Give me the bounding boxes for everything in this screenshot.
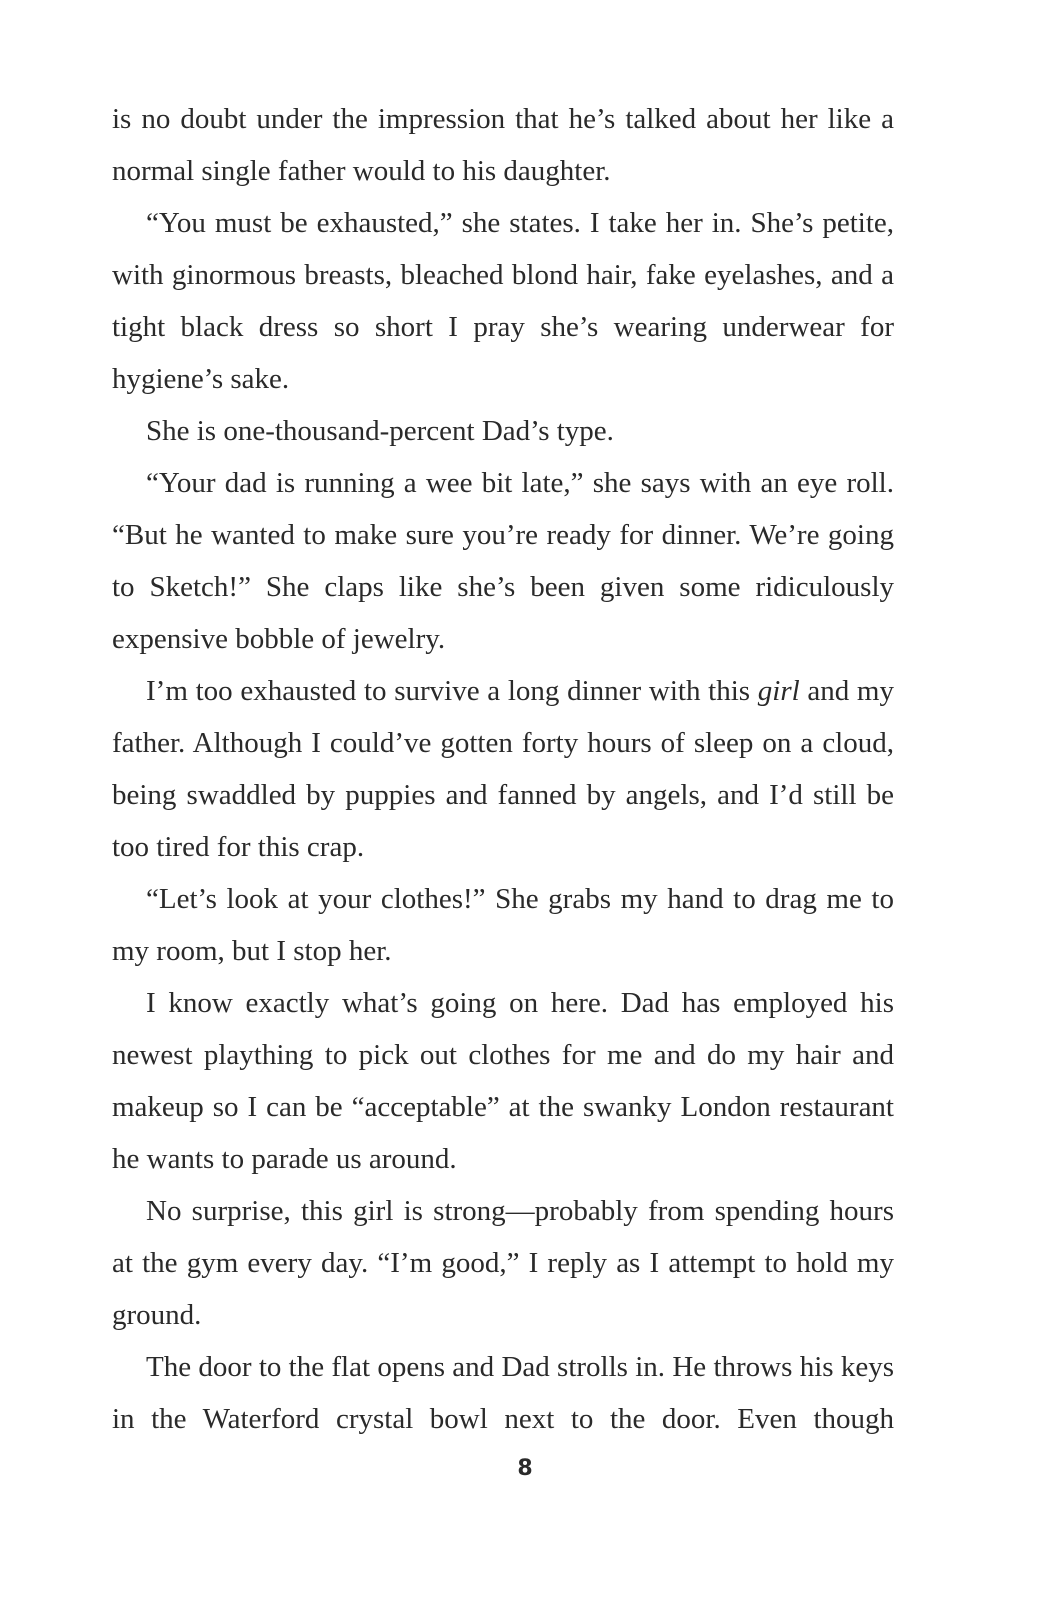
paragraph-4: “Your dad is running a wee bit late,” she says with an eye roll. “But he wanted to make sure you’re ready for dinner. We’re going to Sketch!” She claps like she’s been given some ridiculously expensive bobble of jewelry. [112, 467, 894, 655]
page-number: 8 [517, 1456, 533, 1481]
paragraph-1: is no doubt under the impression that he’s talked about her like a normal single father would to his daughter. [112, 103, 894, 187]
paragraph-3: She is one-thousand-percent Dad’s type. [146, 415, 614, 447]
paragraph-5-before: I’m too exhausted to survive a long dinner with this [146, 675, 758, 707]
paragraph-2: “You must be exhausted,” she states. I take her in. She’s petite, with ginormous breasts, bleached blond hair, fake eyelashes, and a tight black dress so short I pray she’s wearing underwear for hygiene’s sake. [112, 207, 894, 395]
body-text [112, 93, 894, 1445]
paragraph-5-after: and my father. Although I could’ve gotten forty hours of sleep on a cloud, being swaddled by puppies and fanned by angels, and I’d still be too tired for this crap. [112, 675, 894, 863]
paragraph-5-emphasis: girl [757, 675, 800, 707]
paragraph-8: No surprise, this girl is strong—probably from spending hours at the gym every day. “I’m good,” I reply as I attempt to hold my ground. [112, 1195, 894, 1331]
paragraph-7: I know exactly what’s going on here. Dad has employed his newest plaything to pick out clothes for me and do my hair and makeup so I can be “acceptable” at the swanky London restaurant he wants to parade us around. [112, 987, 894, 1175]
paragraph-5 [112, 665, 894, 873]
paragraph-9: The door to the flat opens and Dad strolls in. He throws his keys in the Waterford crystal bowl next to the door. Even though [112, 1351, 894, 1435]
paragraph-6: “Let’s look at your clothes!” She grabs my hand to drag me to my room, but I stop her. [112, 883, 894, 967]
